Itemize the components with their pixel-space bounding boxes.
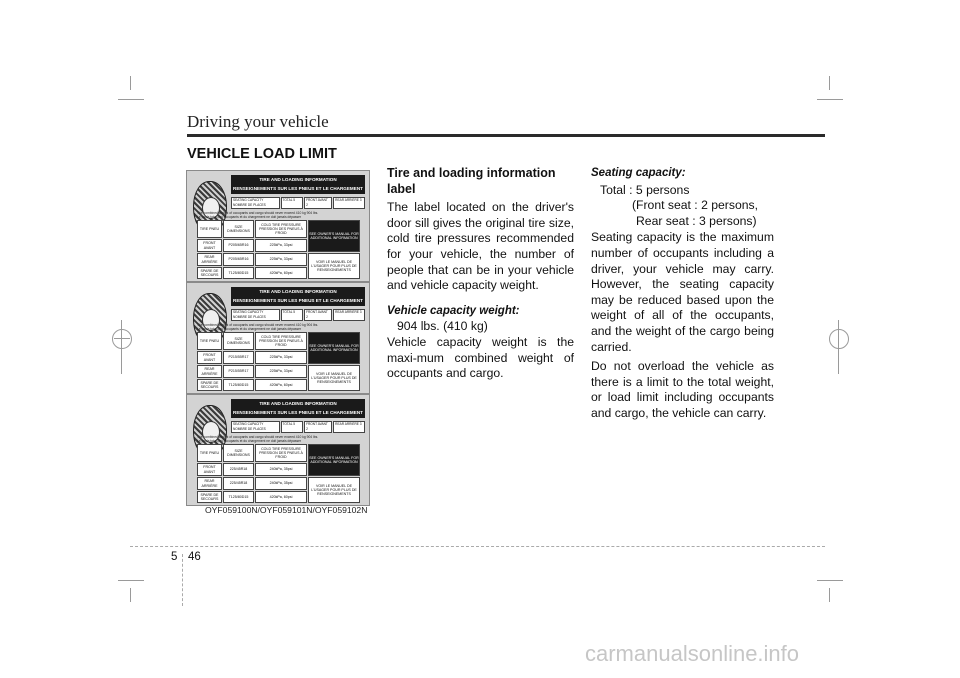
section-number: 5	[171, 551, 178, 563]
tire-table: TIRE PNEU SIZE DIMENSIONS COLD TIRE PRESSURE PRESSION DES PNEUS À FROID SEE OWNER'S MANUAL FOR ADDITIONAL INFORMATION FRONT AVANT P205/65R16 225kPa, 33psi REAR ARRIÈRE P205/65R16 225kPa, 33psi VOIR LE MANUEL DE L'USAGER POUR PLUS DE RENSEIGNEMENTS SPARE DE SECOURS T125/80D15 420kPa, 60psi	[197, 220, 365, 278]
seating-para-2: Do not overload the vehicle as there is a limit to the total weight, or load limit including occupants and cargo, the vehicle can carry.	[591, 359, 774, 420]
tire-label-heading: Tire and loading information label	[387, 166, 556, 196]
seating-rear: Rear seat : 3 persons)	[636, 213, 757, 228]
middle-column	[387, 166, 574, 382]
tire-label-2	[186, 282, 370, 394]
watermark: carmanualsonline.info	[585, 641, 800, 666]
crop-mark	[829, 76, 830, 90]
combined-weight-note: The combined weight of occupants and cargo should never exceed 410 kg 904 lbs. Le poids total des occupants et du chargement ne doit jamais dépasser	[197, 211, 319, 220]
tire-table: TIRE PNEU SIZE DIMENSIONS COLD TIRE PRESSURE PRESSION DES PNEUS À FROID SEE OWNER'S MANUAL FOR ADDITIONAL INFORMATION FRONT AVANT P215/55R17 225kPa, 33psi REAR ARRIÈRE P215/55R17 225kPa, 33psi VOIR LE MANUEL DE L'USAGER POUR PLUS DE RENSEIGNEMENTS SPARE DE SECOURS T125/80D15 420kPa, 60psi	[197, 332, 365, 390]
right-column	[591, 166, 774, 422]
footer-divider	[182, 554, 183, 606]
section-title: VEHICLE LOAD LIMIT	[187, 146, 337, 162]
crop-mark	[118, 580, 144, 581]
combined-weight-note: The combined weight of occupants and cargo should never exceed 410 kg 904 lbs. Le poids total des occupants et du chargement ne doit jamais dépasser	[197, 435, 319, 444]
seating-row: SEATING CAPACITY NOMBRE DE PLACES TOTAL 5 FRONT AVANT 2 REAR ARRIÈRE 3	[231, 197, 365, 209]
seating-total: Total : 5 persons	[600, 182, 690, 197]
crop-mark	[817, 99, 843, 100]
figure-caption: OYF059100N/OYF059101N/OYF059102N	[205, 505, 368, 515]
combined-weight-note: The combined weight of occupants and cargo should never exceed 410 kg 904 lbs. Le poids total des occupants et du chargement ne doit jamais dépasser	[197, 323, 319, 332]
page-number: 46	[188, 551, 201, 563]
registration-mark	[112, 329, 132, 349]
crop-mark	[130, 76, 131, 90]
label-header: TIRE AND LOADING INFORMATION RENSEIGNEMENTS SUR LES PNEUS ET LE CHARGEMENT	[231, 287, 365, 306]
seating-front: (Front seat : 2 persons,	[632, 198, 758, 213]
tire-label-3	[186, 394, 370, 506]
crop-mark	[829, 588, 830, 602]
label-header: TIRE AND LOADING INFORMATION RENSEIGNEMENTS SUR LES PNEUS ET LE CHARGEMENT	[231, 399, 365, 418]
registration-mark	[829, 329, 849, 349]
tire-label-body: The label located on the driver's door sill gives the original tire size, cold tire pressures recommended for your vehicle, the number of people that can be in your vehicle and vehicle capacity weight.	[387, 200, 574, 293]
crop-mark	[817, 580, 843, 581]
crop-mark	[118, 99, 144, 100]
capacity-body: Vehicle capacity weight is the maxi-mum combined weight of occupants and cargo.	[387, 334, 574, 381]
tire-label-1	[186, 170, 370, 282]
seating-para-1: Seating capacity is the maximum number of occupants including a driver, your vehicle may carry. However, the seating capacity may be reduced based upon the weight of all of the occupants, and the weight of the cargo being carried.	[591, 230, 774, 354]
tire-table: TIRE PNEU SIZE DIMENSIONS COLD TIRE PRESSURE PRESSION DES PNEUS À FROID SEE OWNER'S MANUAL FOR ADDITIONAL INFORMATION FRONT AVANT 225/45R18 240kPa, 35psi REAR ARRIÈRE 225/45R18 240kPa, 35psi VOIR LE MANUEL DE L'USAGER POUR PLUS DE RENSEIGNEMENTS SPARE DE SECOURS T125/80D15 420kPa, 60psi	[197, 444, 365, 502]
seating-row: SEATING CAPACITY NOMBRE DE PLACES TOTAL 5 FRONT AVANT 2 REAR ARRIÈRE 3	[231, 421, 365, 433]
header-rule	[187, 134, 825, 137]
label-header: TIRE AND LOADING INFORMATION RENSEIGNEMENTS SUR LES PNEUS ET LE CHARGEMENT	[231, 175, 365, 194]
capacity-value: 904 lbs. (410 kg)	[397, 319, 488, 334]
seating-heading: Seating capacity:	[591, 167, 686, 179]
crop-mark	[130, 588, 131, 602]
footer-rule	[130, 546, 825, 547]
running-header: Driving your vehicle	[187, 112, 329, 131]
seating-row: SEATING CAPACITY NOMBRE DE PLACES TOTAL 5 FRONT AVANT 2 REAR ARRIÈRE 3	[231, 309, 365, 321]
capacity-heading: Vehicle capacity weight:	[387, 304, 520, 317]
